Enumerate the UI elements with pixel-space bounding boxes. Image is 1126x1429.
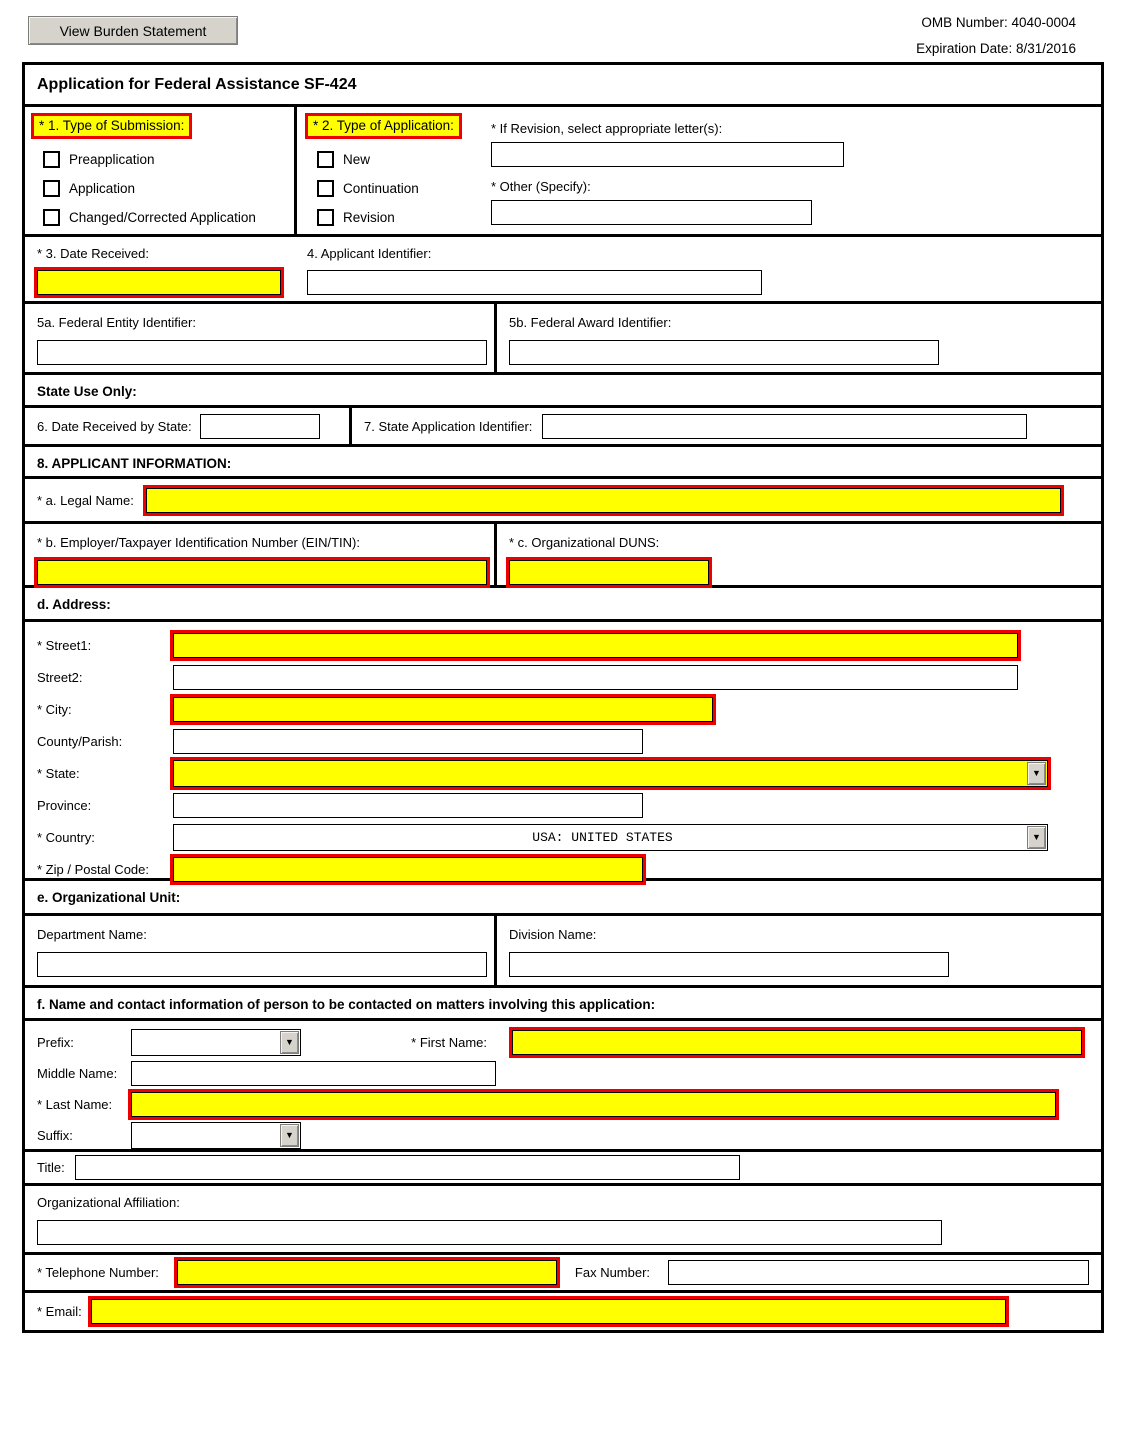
option-changed-corrected[interactable] — [43, 209, 294, 226]
legal-name-row — [25, 479, 1101, 524]
federal-award-identifier-label: 5b. Federal Award Identifier: — [509, 315, 672, 330]
phone-fax-row — [25, 1255, 1101, 1293]
city-input[interactable] — [173, 697, 713, 722]
last-name-input[interactable] — [131, 1092, 1056, 1117]
type-section-row — [25, 107, 1101, 237]
state-select[interactable] — [173, 760, 1048, 787]
contact-header: f. Name and contact information of person to be contacted on matters involving this application: — [25, 988, 1101, 1021]
suffix-dropdown-arrow-icon[interactable] — [280, 1124, 299, 1147]
view-burden-statement-button[interactable]: View Burden Statement — [28, 16, 238, 45]
sf424-form — [22, 62, 1104, 1333]
option-continuation[interactable] — [317, 180, 483, 197]
state-label: * State: — [37, 765, 80, 781]
organizational-unit-row — [25, 916, 1101, 988]
continuation-checkbox[interactable] — [317, 180, 334, 197]
form-title: Application for Federal Assistance SF-424 — [25, 65, 1101, 107]
application-label: Application — [69, 181, 136, 196]
contact-title-input[interactable] — [75, 1155, 740, 1180]
option-revision[interactable] — [317, 209, 483, 226]
telephone-number-input[interactable] — [177, 1260, 557, 1285]
revision-letters-label: * If Revision, select appropriate letter(s): — [491, 121, 723, 136]
option-new[interactable] — [317, 151, 483, 168]
organizational-affiliation-label: Organizational Affiliation: — [37, 1195, 180, 1210]
province-input[interactable] — [173, 793, 643, 818]
street1-label: * Street1: — [37, 637, 92, 653]
revision-checkbox[interactable] — [317, 209, 334, 226]
option-application[interactable] — [43, 180, 294, 197]
county-parish-label: County/Parish: — [37, 733, 123, 749]
type-of-submission-cell — [25, 107, 297, 234]
organizational-duns-input[interactable] — [509, 560, 709, 585]
changed-corrected-label: Changed/Corrected Application — [69, 210, 256, 225]
date-received-input[interactable] — [37, 270, 281, 295]
state-application-identifier-input[interactable] — [542, 414, 1027, 439]
state-dropdown-arrow-icon[interactable] — [1027, 762, 1046, 785]
street2-input[interactable] — [173, 665, 1018, 690]
organizational-affiliation-row — [25, 1186, 1101, 1255]
ein-tin-label: * b. Employer/Taxpayer Identification Number (EIN/TIN): — [37, 535, 360, 550]
type-of-submission-label: * 1. Type of Submission: — [31, 113, 192, 139]
fax-number-label: Fax Number: — [574, 1265, 651, 1280]
organizational-duns-label: * c. Organizational DUNS: — [509, 535, 660, 550]
federal-entity-identifier-label: 5a. Federal Entity Identifier: — [37, 315, 196, 330]
date-received-by-state-label: 6. Date Received by State: — [37, 418, 192, 434]
contact-name-block — [25, 1021, 1101, 1152]
middle-name-label: Middle Name: — [37, 1066, 118, 1081]
middle-name-input[interactable] — [131, 1061, 496, 1086]
preapplication-checkbox[interactable] — [43, 151, 60, 168]
type-of-application-cell — [297, 107, 1101, 234]
contact-title-label: Title: — [37, 1160, 65, 1175]
date-received-row — [25, 237, 1101, 304]
federal-identifier-row — [25, 304, 1101, 375]
organizational-affiliation-input[interactable] — [37, 1220, 942, 1245]
revision-letters-input[interactable] — [491, 142, 844, 167]
first-name-label: * First Name: — [411, 1035, 487, 1050]
date-received-label: * 3. Date Received: — [37, 246, 150, 261]
suffix-label: Suffix: — [37, 1128, 73, 1143]
organizational-unit-header: e. Organizational Unit: — [25, 881, 1101, 916]
country-label: * Country: — [37, 829, 95, 845]
expiration-date: Expiration Date: 8/31/2016 — [916, 41, 1076, 57]
other-specify-input[interactable] — [491, 200, 812, 225]
other-specify-label: * Other (Specify): — [491, 179, 591, 194]
province-label: Province: — [37, 797, 92, 813]
new-checkbox[interactable] — [317, 151, 334, 168]
country-select[interactable] — [173, 824, 1048, 851]
street1-input[interactable] — [173, 633, 1018, 658]
preapplication-label: Preapplication — [69, 152, 155, 167]
division-name-label: Division Name: — [509, 927, 597, 942]
changed-corrected-checkbox[interactable] — [43, 209, 60, 226]
federal-entity-identifier-input[interactable] — [37, 340, 487, 365]
division-name-input[interactable] — [509, 952, 949, 977]
email-label: * Email: — [37, 1304, 82, 1319]
street2-label: Street2: — [37, 669, 83, 685]
applicant-identifier-input[interactable] — [307, 270, 762, 295]
applicant-identifier-label: 4. Applicant Identifier: — [307, 246, 432, 261]
prefix-select[interactable] — [131, 1029, 301, 1056]
department-name-label: Department Name: — [37, 927, 147, 942]
ein-tin-input[interactable] — [37, 560, 487, 585]
application-checkbox[interactable] — [43, 180, 60, 197]
telephone-number-label: * Telephone Number: — [37, 1265, 159, 1280]
state-application-identifier-label: 7. State Application Identifier: — [364, 418, 533, 434]
omb-number: OMB Number: 4040-0004 — [921, 15, 1076, 30]
type-of-application-label: * 2. Type of Application: — [305, 113, 462, 139]
city-label: * City: — [37, 701, 72, 717]
county-parish-input[interactable] — [173, 729, 643, 754]
department-name-input[interactable] — [37, 952, 487, 977]
prefix-label: Prefix: — [37, 1035, 74, 1050]
zip-postal-code-label: * Zip / Postal Code: — [37, 861, 149, 877]
date-received-by-state-input[interactable] — [200, 414, 320, 439]
legal-name-input[interactable] — [146, 488, 1061, 513]
prefix-dropdown-arrow-icon[interactable] — [280, 1031, 299, 1054]
revision-label: Revision — [343, 210, 395, 225]
address-block — [25, 622, 1101, 881]
suffix-select[interactable] — [131, 1122, 301, 1149]
country-dropdown-arrow-icon[interactable] — [1027, 826, 1046, 849]
state-use-only-header: State Use Only: — [25, 375, 1101, 408]
continuation-label: Continuation — [343, 181, 419, 196]
option-preapplication[interactable] — [43, 151, 294, 168]
federal-award-identifier-input[interactable] — [509, 340, 939, 365]
applicant-information-header: 8. APPLICANT INFORMATION: — [25, 447, 1101, 479]
country-select-value: USA: UNITED STATES — [532, 829, 673, 845]
new-label: New — [343, 152, 371, 167]
email-row — [25, 1293, 1101, 1330]
address-header: d. Address: — [25, 588, 1101, 622]
state-received-row — [25, 408, 1101, 447]
fax-number-input[interactable] — [668, 1260, 1089, 1285]
last-name-label: * Last Name: — [37, 1097, 113, 1112]
first-name-input[interactable] — [512, 1030, 1082, 1055]
email-input[interactable] — [91, 1299, 1006, 1324]
omb-info — [916, 10, 1076, 63]
ein-duns-row — [25, 524, 1101, 588]
contact-title-row — [25, 1152, 1101, 1186]
legal-name-label: * a. Legal Name: — [37, 492, 134, 508]
zip-postal-code-input[interactable] — [173, 857, 643, 882]
